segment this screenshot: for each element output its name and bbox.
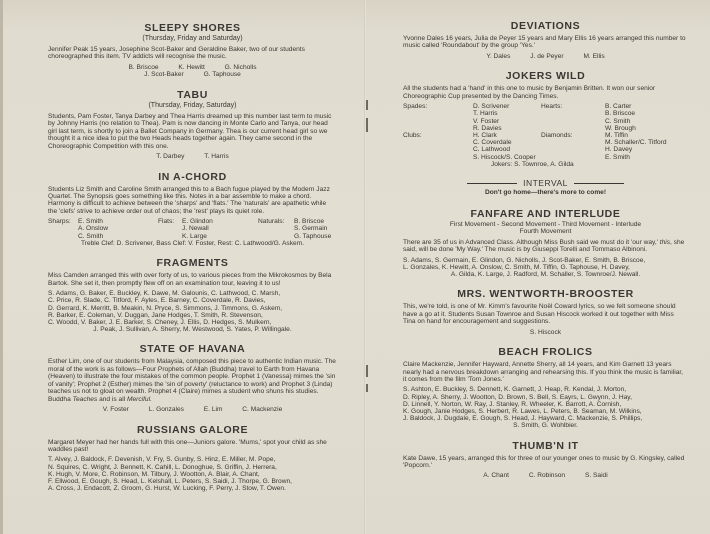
cast-name: T. Darbey <box>156 153 185 161</box>
notes-roster <box>48 218 337 240</box>
cast-list-line: S. Adams, G. Baker, E. Buckley, K. Dawe, M. Galounis, C. Lathwood, C. Marsh, <box>48 290 281 298</box>
group-label: Sharps: <box>48 218 71 226</box>
cast-list-line: N. Squires, C. Wright, J. Bennett, K. Cahill, L. Donoghue, S. Griffin, J. Herrera, <box>48 463 277 471</box>
cast-name: M. Schaller/C. Titford <box>605 139 667 147</box>
group-label: Clubs: <box>403 132 422 140</box>
cast-name: E. Smith <box>78 218 103 226</box>
item-description <box>48 358 337 402</box>
cast-line <box>48 406 337 414</box>
item-description <box>403 239 688 254</box>
cast-name: S. Hiscock/S. Cooper <box>473 153 536 161</box>
cast-list-line: D. Gerrard, K. Merritt, B. Meakin, N. Pryce, S. Simmons, J. Timmons, G. Askem, <box>48 304 283 312</box>
item-sleepy-shores <box>48 22 337 79</box>
item-description: Kate Dawe, 15 years, arranged this for three of our younger ones to music by G. Kingsley, called 'Popcorn.' <box>403 454 685 469</box>
cast-name: C. Robinson <box>528 472 566 480</box>
cast-name: T. Harris <box>204 153 229 161</box>
item-description: Yvonne Dales 16 years, Julia de Peyer 15 years and Mary Ellis 16 years arranged this number to music called 'Roundabout' by the group 'Yes.' <box>403 35 686 50</box>
cast-list-line: F. Ellwood, E. Gough, S. Head, L. Kelshall, L. Peters, S. Saidi, J. Thorpe, G. Brown, <box>48 477 292 485</box>
cast-list-line: R. Barker, E. Coleman, V. Duggan, Jane Hodges, T. Smith, R. Stevenson, <box>48 311 263 319</box>
clefs-line: Treble Clef: D. Scrivener, Bass Clef: V. Foster, Rest: C. Lathwood/G. Askem. <box>80 239 305 247</box>
cast-name: B. Briscoe <box>605 110 636 118</box>
item-subtitle: (Thursday, Friday and Saturday) <box>142 35 243 42</box>
item-description: Students, Pam Foster, Tanya Darbey and Thea Harris dreamed up this number last term to music by Johnny Harris (no relation to Thea). Pam is now dancing in Monte Carlo and Tanya, our head girl last term, is shortly to join a Ballet Company in Germany. Thea is our current head girl so we thought it a nice idea to put the two Heads heads together again. They came second in the Choreographic Competition with this one. <box>48 113 332 150</box>
divider-rule <box>574 183 624 184</box>
cast-name: L. Gonzales <box>148 405 184 413</box>
cast-name: K. Large <box>182 232 207 240</box>
cast-name: V. Foster <box>473 117 500 125</box>
item-title: THUMB'N IT <box>512 439 579 452</box>
item-in-a-chord <box>48 171 337 248</box>
cast-list-line: D. Linnell, Y. Norton, W. Ray, J. Stanley, R. Wheeler, K. Barrott, A. Cornish, <box>403 400 622 408</box>
item-subtitle: (Thursday, Friday, Saturday) <box>148 102 237 109</box>
cast-name: G. Nicholls <box>224 63 257 71</box>
item-title: SLEEPY SHORES <box>144 22 241 34</box>
item-description: This, we're told, is one of Mr. Kimm's favourite Noël Coward lyrics, so we felt someone should have a go at it. Students Susan Townroe and Susan Hiscock worked it out together with Miss Tina on hand for encouragement and suggestions. <box>403 303 676 326</box>
item-description: Claire Mackenzie, Jennifer Hayward, Annette Sherry, all 14 years, and Kim Garnett 13 years nearly had a nervous breakdown arranging and rehearsing this. If you think the music is familiar, it comes from the film 'Tom Jones.' <box>403 361 684 383</box>
cast-name: M. Ellis <box>583 52 605 60</box>
interval-divider <box>403 178 688 196</box>
cast-name: C. Mackenzie <box>242 405 283 413</box>
cast-name: B. Briscoe <box>294 218 325 226</box>
cast-name: J. de Peyer <box>530 52 564 60</box>
cast-name: A. Chant <box>483 472 509 480</box>
item-title: STATE OF HAVANA <box>139 343 246 356</box>
cast-name: J. Newall <box>182 225 209 233</box>
item-description: Margaret Meyer had her hands full with this one—Juniors galore. 'Mums,' spot your child as she waddles past! <box>48 438 327 453</box>
item-fanfare-and-interlude <box>403 208 688 278</box>
cast-name: H. Davey <box>605 146 633 154</box>
item-deviations <box>403 20 688 60</box>
cast-name: B. Carter <box>605 103 632 111</box>
cast-list-line: T. Alvey, J. Baldock, F. Devenish, V. Fry, S. Gunby, S. Hinz, E. Miller, M. Pope, <box>48 456 276 464</box>
description-text: and is all <box>97 395 127 403</box>
description-text: , she said, will be done 'My Way.' The music is by Giuseppi Torelli and Tommaso Albinoni. <box>403 238 685 254</box>
cast-name: M. Tiffin <box>605 132 628 140</box>
cast-name: E. Lim <box>203 405 223 413</box>
cast-name: E. Glindon <box>182 218 213 226</box>
cast-name: E. Smith <box>605 153 630 161</box>
item-state-of-havana <box>48 343 337 413</box>
cast-name: S. Hiscock <box>529 328 562 336</box>
right-page <box>355 0 710 534</box>
cast-name: C. Lathwood <box>473 146 511 154</box>
cast-line <box>403 329 688 337</box>
cast-name: R. Davies <box>473 124 502 132</box>
cast-name: G. Taphouse <box>203 71 241 79</box>
cast-list-line: J. Baldock, J. Dugdale, E. Gough, S. Head, J. Hayward, C. Mackenzie, S. Phillips, <box>403 415 643 423</box>
group-label: Naturals: <box>258 218 285 226</box>
cast-name: K. Hewitt <box>178 63 205 71</box>
item-title: FRAGMENTS <box>156 257 229 270</box>
cast-list-line: S. Ashton, E. Buckley, S. Dennett, K. Garnett, J. Heap, R. Kendal, J. Morton, <box>403 386 627 394</box>
item-title: JOKERS WILD <box>505 70 586 83</box>
description-text: There are 35 of us in Advanced Class. Although Miss Bush said we must do it 'our way,' <box>403 238 660 246</box>
divider-rule <box>467 183 517 184</box>
cast-name: S. Saidi <box>584 472 608 480</box>
cast-name: S. Germain <box>294 225 328 233</box>
item-jokers-wild <box>403 70 688 168</box>
group-label: Flats: <box>158 218 175 226</box>
cast-line <box>48 64 337 72</box>
cast-list-line: S. Smith, G. Wohlbier. <box>513 422 578 430</box>
cast-name: D. Scrivener <box>473 103 510 111</box>
cast-list-line: L. Gonzales, K. Hewitt, A. Onslow, C. Smith, M. Tiffin, G. Taphouse, H. Davey, <box>403 263 630 271</box>
interval-label: INTERVAL <box>523 178 568 189</box>
item-russians-galore <box>48 424 337 493</box>
cast-name: A. Onslow <box>78 225 109 233</box>
cast-name: V. Foster <box>102 405 129 413</box>
cast-list-line: K. Gough, Janie Hodges, S. Herbert, R. Lawes, L. Peters, B. Seaman, M. Wilkins, <box>403 407 642 415</box>
cast-name: B. Briscoe <box>128 63 159 71</box>
cast-name: C. Smith <box>78 232 104 240</box>
item-title: FANFARE AND INTERLUDE <box>470 208 621 221</box>
item-mrs-wentworth-brooster <box>403 288 688 336</box>
item-title: TABU <box>177 89 208 101</box>
cast-name: T. Harris <box>473 110 498 118</box>
cast-name: G. Taphouse <box>294 232 332 240</box>
cast-line <box>48 71 337 79</box>
interval-note: Don't go home—there's more to come! <box>484 189 607 197</box>
cast-name: C. Smith <box>605 117 631 125</box>
item-description: All the students had a 'hand' in this one to music by Benjamin Britten. It won our senior Choreographic Cup presented by the Dancing Times. <box>403 85 656 100</box>
italic-text: this <box>659 238 671 246</box>
cast-list-line: C. Price, R. Slade, C. Titford, F. Ayles, E. Barney, C. Coverdale, R. Davies, <box>48 297 266 305</box>
movements-line: Fourth Movement <box>519 228 572 236</box>
cast-line <box>403 53 688 61</box>
item-description: Students Liz Smith and Caroline Smith arranged this to a Bach fugue played by the Modern Jazz Quartet. The Synopsis goes something like this. Notes in a bar assemble to make a chord. Harmony is difficult to achieve between the 'sharps' and 'flats.' The 'naturals' are apathetic while the 'clefs' strive to achieve order out of chaos; the 'rest' plays its quiet role. <box>48 185 330 215</box>
suits-roster <box>403 103 688 168</box>
cast-name: J. Scot-Baker <box>144 71 184 79</box>
item-title: IN A-CHORD <box>158 170 227 183</box>
italic-text: Merciful. <box>126 395 152 403</box>
cast-list-line: A. Gilda, K. Large, J. Radford, M. Schaller, S. Townroe/J. Newall. <box>450 271 641 279</box>
cast-name: H. Clark <box>473 132 497 140</box>
cast-list-line: S. Adams, S. Germain, E. Glindon, G. Nicholls, J. Scot-Baker, E. Smith, B. Briscoe, <box>403 256 646 264</box>
cast-list-line: J. Peak, J. Sullivan, A. Sherry, M. Westwood, S. Yates, P. Willingale. <box>93 326 292 334</box>
item-title: DEVIATIONS <box>510 20 581 32</box>
item-title: MRS. WENTWORTH-BROOSTER <box>457 288 634 301</box>
item-thumbn-it <box>403 440 688 480</box>
cast-list <box>403 386 688 429</box>
item-description: Jennifer Peak 15 years, Josephine Scot-Baker and Geraldine Baker, two of our students choreographed this item. TV addicts will recognise the music. <box>48 46 305 61</box>
cast-name: Y. Dales <box>486 52 511 60</box>
cast-line <box>403 472 688 480</box>
cast-name: C. Coverdale <box>473 139 512 147</box>
cast-list-line: C. Woodd, V. Baker, J. E. Barker, S. Cheney, J. Ellis, D. Hedges, S. Mulkern, <box>48 319 272 327</box>
cast-list-line: A. Cross, J. Endacott, Z. Groom, G. Hurst, W. Lucking, F. Perry, J. Stow, T. Owen. <box>48 485 286 493</box>
item-beach-frolics <box>403 346 688 429</box>
group-label: Hearts: <box>541 103 563 111</box>
cast-line <box>48 153 337 161</box>
item-title: BEACH FROLICS <box>498 346 593 359</box>
item-title: RUSSIANS GALORE <box>136 423 249 436</box>
group-label: Diamonds: <box>541 132 573 140</box>
cast-list-line: K. Hugh, V. More, C. Robinson, M. Tilbury, J. Wootton, A. Blair, A. Chant, <box>48 470 260 478</box>
cast-list <box>48 290 337 333</box>
cast-list <box>48 456 337 492</box>
italic-text: Teaches <box>72 395 98 403</box>
group-label: Spades: <box>403 103 428 111</box>
movements-line: First Movement - Second Movement - Third Movement - Interlude <box>449 221 642 229</box>
item-tabu <box>48 89 337 161</box>
item-description: Miss Camden arranged this with over forty of us, to various pieces from the Mikrokosmos by Bela Bartok. She set it, then promptly flew off on an examination tour, leaving it to us! <box>48 272 332 287</box>
item-fragments <box>48 257 337 333</box>
description-text: Esther Lim, one of our students from Malaysia, composed this piece to authentic Indian music. The moral of the work is as follows—Four Prophets of Allah (Buddha) travel to Earth from Havana (Heaven) to illustrate the four mistakes of the common people. Prophet 1 (Vanessa) mimes the 'sin of vanity'; Prophet 2 (Esther) mimes the 'sin of poverty' (reluctance to work) and Prophet 3 (Linda) teaches us not to gloat on wealth. Prophet 4 (Claire) mimes a student who shuns his studies. Buddha <box>48 358 336 403</box>
jokers-line: Jokers: S. Townroe, A. Gilda <box>491 160 574 168</box>
cast-name: W. Brough <box>605 124 636 132</box>
cast-list-line: D. Ripley, A. Sherry, J. Wootton, D. Brown, S. Bell, S. Eayrs, L. Gwynn, J. Hay, <box>403 393 632 401</box>
cast-list <box>403 257 688 279</box>
